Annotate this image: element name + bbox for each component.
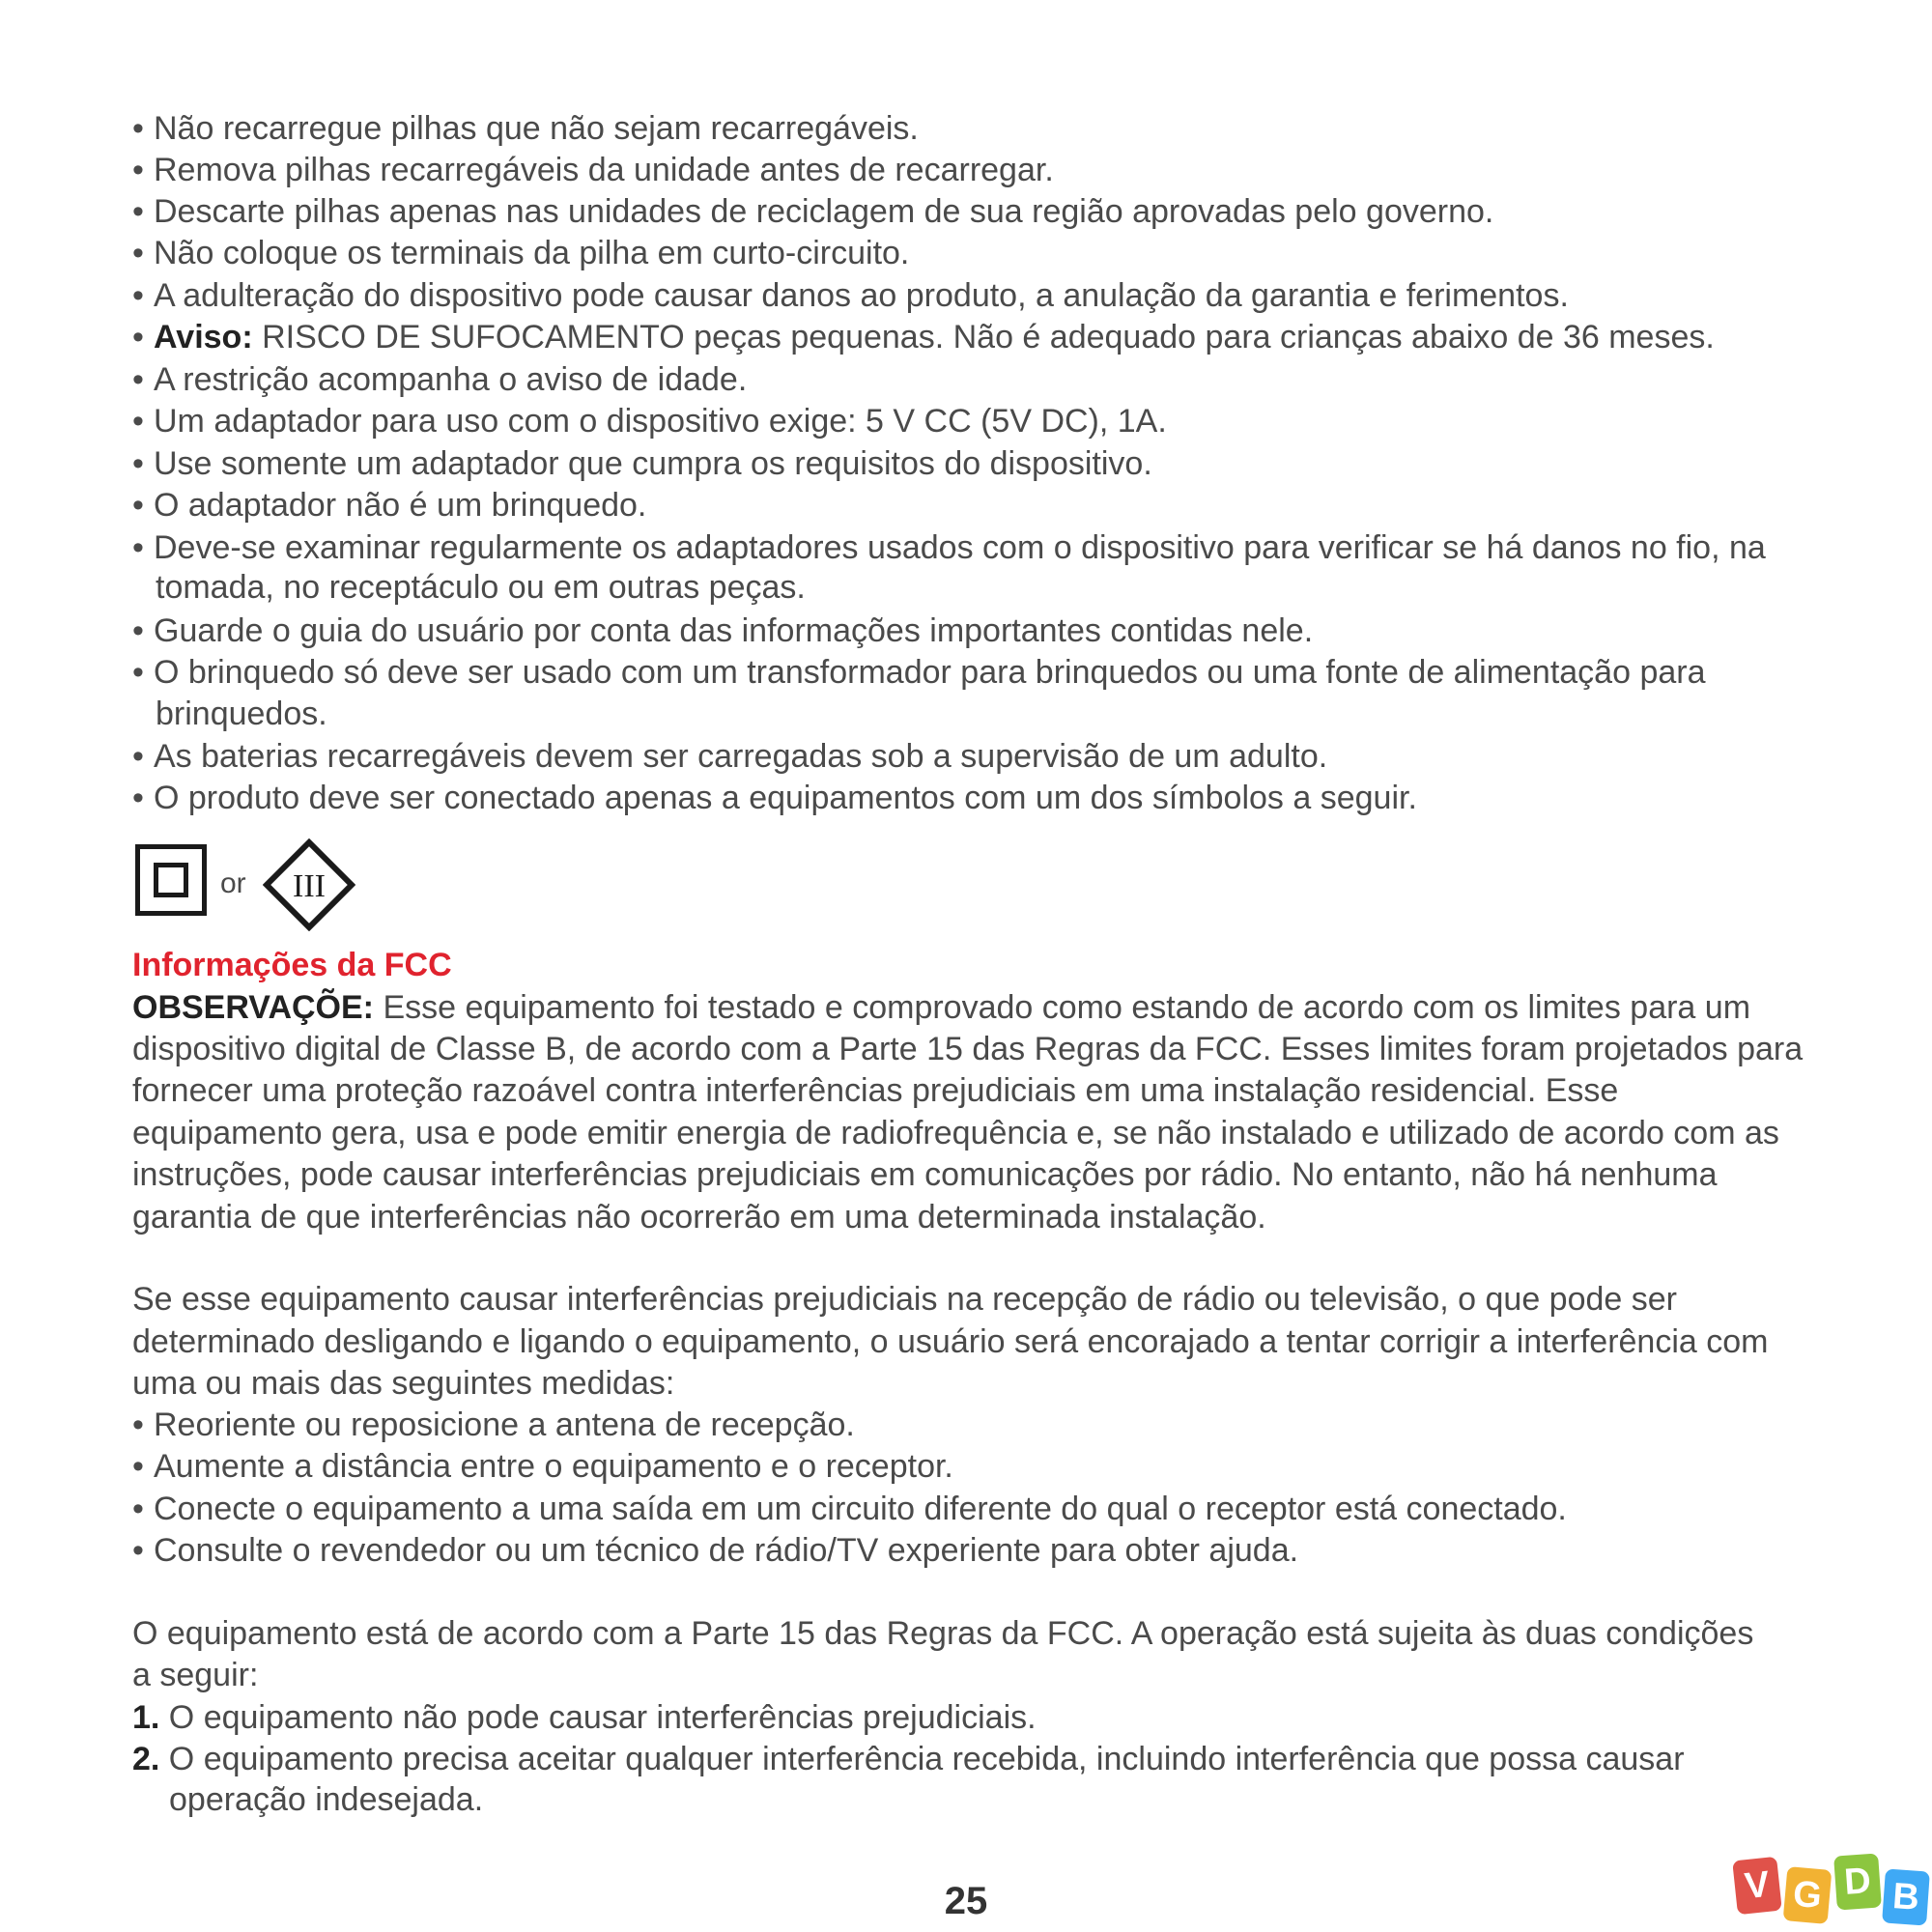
list-item-text: Aumente a distância entre o equipamento e o receptor. xyxy=(154,1448,953,1485)
fcc-note-label: OBSERVAÇÕE: xyxy=(132,989,375,1026)
vgdb-logo xyxy=(1735,1855,1932,1928)
class-iii-diamond-icon xyxy=(263,838,355,931)
list-item-text: Um adaptador para uso com o dispositivo exige: 5 V CC (5V DC), 1A. xyxy=(154,403,1167,440)
list-item-text: Use somente um adaptador que cumpra os requisitos do dispositivo. xyxy=(154,445,1152,482)
bullet-marker: • xyxy=(132,529,144,566)
list-item-text: Reoriente ou reposicione a antena de recepção. xyxy=(154,1406,855,1443)
list-item xyxy=(132,1530,1298,1571)
fcc-paragraph-line: a seguir: xyxy=(132,1657,259,1693)
bullet-marker: • xyxy=(132,403,144,440)
fcc-note-line: fornecer uma proteção razoável contra interferências prejudiciais em uma instalação residencial. Esse xyxy=(132,1072,1619,1109)
bullet-marker: • xyxy=(132,361,144,398)
numbered-item xyxy=(132,1697,1037,1738)
symbol-or-label: or xyxy=(220,867,246,899)
list-item xyxy=(132,485,646,526)
numbered-item-text: O equipamento precisa aceitar qualquer interferência recebida, incluindo interferência que possa causar xyxy=(159,1741,1685,1777)
bullet-marker: • xyxy=(132,110,144,147)
class-iii-label: III xyxy=(293,868,326,904)
bullet-marker: • xyxy=(132,277,144,314)
list-item-text: As baterias recarregáveis devem ser carregadas sob a supervisão de um adulto. xyxy=(154,738,1328,775)
list-item-text: Conecte o equipamento a uma saída em um circuito diferente do qual o receptor está conectado. xyxy=(154,1491,1567,1527)
warning-label: Aviso: xyxy=(154,319,253,355)
list-item xyxy=(132,1405,855,1445)
fcc-paragraph-line: uma ou mais das seguintes medidas: xyxy=(132,1365,675,1402)
bullet-marker: • xyxy=(132,654,144,691)
list-item xyxy=(132,652,1706,693)
list-item-text: O adaptador não é um brinquedo. xyxy=(154,487,647,524)
bullet-marker: • xyxy=(132,235,144,271)
fcc-note-line: dispositivo digital de Classe B, de acordo com a Parte 15 das Regras da FCC. Esses limites foram projetados para xyxy=(132,1031,1804,1067)
list-item xyxy=(132,317,1715,357)
list-item xyxy=(132,611,1313,651)
bullet-marker: • xyxy=(132,319,144,355)
list-item xyxy=(132,150,1054,190)
numbered-item-text: O equipamento não pode causar interferências prejudiciais. xyxy=(159,1699,1037,1736)
fcc-paragraph-line: Se esse equipamento causar interferências prejudiciais na recepção de rádio ou televisão, o que pode ser xyxy=(132,1281,1677,1318)
logo-tile-b: B xyxy=(1882,1868,1930,1925)
bullet-marker: • xyxy=(132,487,144,524)
class-ii-double-square-icon xyxy=(135,844,207,916)
list-item-text: RISCO DE SUFOCAMENTO peças pequenas. Não é adequado para crianças abaixo de 36 meses. xyxy=(252,319,1715,355)
list-item xyxy=(132,778,1417,818)
fcc-note-line: equipamento gera, usa e pode emitir energia de radiofrequência e, se não instalado e utilizado de acordo com as xyxy=(132,1115,1779,1151)
bullet-marker: • xyxy=(132,445,144,482)
item-number: 2. xyxy=(132,1741,160,1777)
list-item xyxy=(132,443,1152,484)
bullet-marker: • xyxy=(132,1532,144,1569)
list-item-text: A adulteração do dispositivo pode causar danos ao produto, a anulação da garantia e ferimentos. xyxy=(154,277,1569,314)
equipment-symbols xyxy=(135,838,386,931)
bullet-marker: • xyxy=(132,1448,144,1485)
bullet-marker: • xyxy=(132,738,144,775)
list-item xyxy=(132,275,1569,316)
numbered-item xyxy=(132,1739,1685,1779)
list-item xyxy=(132,191,1493,232)
logo-tile-v: V xyxy=(1732,1857,1782,1916)
bullet-marker: • xyxy=(132,1491,144,1527)
fcc-note-line: garantia de que interferências não ocorrerão em uma determinada instalação. xyxy=(132,1199,1266,1236)
list-item-text: Consulte o revendedor ou um técnico de rádio/TV experiente para obter ajuda. xyxy=(154,1532,1299,1569)
list-item xyxy=(132,736,1327,777)
list-item xyxy=(132,1489,1567,1529)
logo-tile-g: G xyxy=(1783,1866,1833,1924)
page-number: 25 xyxy=(944,1880,988,1922)
list-item-text: Descarte pilhas apenas nas unidades de reciclagem de sua região aprovadas pelo governo. xyxy=(154,193,1494,230)
list-item-text: O produto deve ser conectado apenas a equipamentos com um dos símbolos a seguir. xyxy=(154,780,1417,816)
list-item xyxy=(132,359,747,400)
class-ii-inner-square xyxy=(154,863,188,897)
list-item-continuation: brinquedos. xyxy=(156,696,327,732)
bullet-marker: • xyxy=(132,1406,144,1443)
fcc-note-line: instruções, pode causar interferências prejudiciais em comunicações por rádio. No entanto, não há nenhuma xyxy=(132,1156,1718,1193)
list-item-text: A restrição acompanha o aviso de idade. xyxy=(154,361,748,398)
list-item-text: Remova pilhas recarregáveis da unidade antes de recarregar. xyxy=(154,152,1054,188)
fcc-heading: Informações da FCC xyxy=(132,947,452,983)
list-item xyxy=(132,233,909,273)
fcc-note-line xyxy=(132,987,1750,1028)
list-item-text: O brinquedo só deve ser usado com um transformador para brinquedos ou uma fonte de alimentação para xyxy=(154,654,1706,691)
logo-tile-d: D xyxy=(1833,1853,1882,1910)
bullet-marker: • xyxy=(132,612,144,649)
bullet-marker: • xyxy=(132,780,144,816)
list-item xyxy=(132,1446,953,1487)
item-number: 1. xyxy=(132,1699,160,1736)
list-item-text: Não recarregue pilhas que não sejam recarregáveis. xyxy=(154,110,919,147)
fcc-paragraph-line: O equipamento está de acordo com a Parte 15 das Regras da FCC. A operação está sujeita às duas condições xyxy=(132,1615,1754,1652)
fcc-note-text: Esse equipamento foi testado e comprovado como estando de acordo com os limites para um xyxy=(374,989,1751,1026)
bullet-marker: • xyxy=(132,152,144,188)
list-item xyxy=(132,527,1766,568)
list-item-text: Guarde o guia do usuário por conta das informações importantes contidas nele. xyxy=(154,612,1314,649)
list-item-continuation: tomada, no receptáculo ou em outras peças. xyxy=(156,569,806,606)
numbered-item-continuation: operação indesejada. xyxy=(169,1781,484,1818)
list-item-text: Deve-se examinar regularmente os adaptadores usados com o dispositivo para verificar se há danos no fio, na xyxy=(154,529,1766,566)
list-item xyxy=(132,108,919,149)
fcc-paragraph-line: determinado desligando e ligando o equipamento, o usuário será encorajado a tentar corrigir a interferência com xyxy=(132,1323,1769,1360)
list-item xyxy=(132,401,1167,441)
bullet-marker: • xyxy=(132,193,144,230)
list-item-text: Não coloque os terminais da pilha em curto-circuito. xyxy=(154,235,910,271)
